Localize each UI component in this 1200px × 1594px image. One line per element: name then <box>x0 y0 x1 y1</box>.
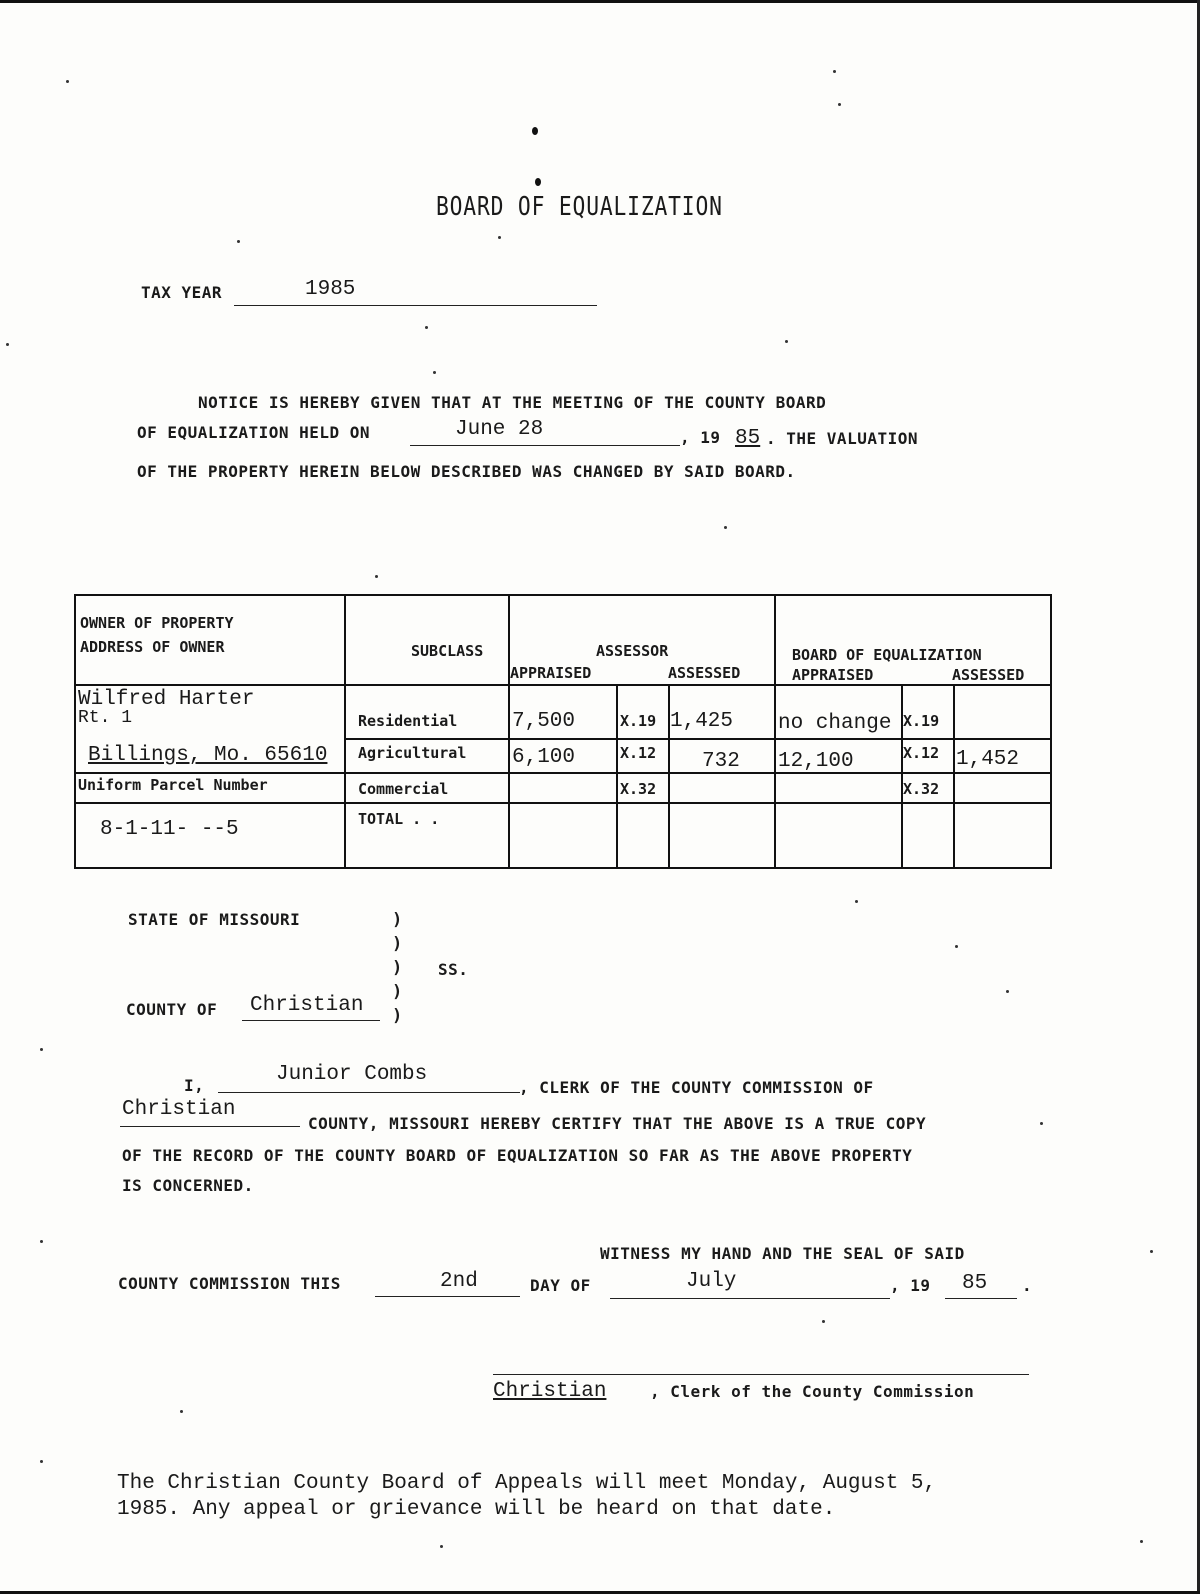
board-appraised-header: APPRAISED <box>792 666 874 684</box>
subclass-agricultural: Agricultural <box>358 744 467 762</box>
cert-county: Christian <box>122 1098 236 1121</box>
scan-speck <box>425 326 428 329</box>
commercial-rate: X.32 <box>620 780 657 798</box>
scan-speck <box>785 340 788 343</box>
col-divider <box>344 596 346 867</box>
row-divider <box>344 738 1050 740</box>
witness-line-1: WITNESS MY HAND AND THE SEAL OF SAID <box>600 1244 965 1263</box>
col-divider <box>508 596 510 867</box>
agricultural-board-assessed: 1,452 <box>956 748 1020 771</box>
scan-speck <box>838 103 841 106</box>
agricultural-board-appraised: 12,100 <box>778 750 854 773</box>
bracket: ) <box>392 1006 403 1026</box>
cert-line-2-suffix: COUNTY, MISSOURI HEREBY CERTIFY THAT THE ABOVE IS A TRUE COPY <box>308 1114 927 1133</box>
ss-label: SS. <box>438 960 469 979</box>
scan-speck <box>40 1240 43 1243</box>
scan-speck <box>40 1460 43 1463</box>
bracket: ) <box>392 958 403 978</box>
notice-line-1: NOTICE IS HEREBY GIVEN THAT AT THE MEETING OF THE COUNTY BOARD <box>198 393 827 412</box>
subclass-residential: Residential <box>358 712 458 730</box>
witness-year-suffix: 85 <box>962 1272 988 1295</box>
document-title: BOARD OF EQUALIZATION <box>436 192 723 222</box>
cert-line-4: IS CONCERNED. <box>122 1176 254 1195</box>
parcel-number: 8-1-11- --5 <box>100 818 239 841</box>
footer-note-line-2: 1985. Any appeal or grievance will be heard on that date. <box>117 1498 836 1521</box>
clerk-name: Junior Combs <box>276 1063 428 1086</box>
bracket: ) <box>392 982 403 1002</box>
row-divider <box>76 772 1050 774</box>
scan-speck <box>1140 1540 1143 1543</box>
month-underline <box>610 1298 890 1299</box>
scan-speck <box>433 371 436 374</box>
residential-rate: X.19 <box>620 712 657 730</box>
subclass-total: TOTAL . . <box>358 810 440 828</box>
witness-prefix: COUNTY COMMISSION THIS <box>118 1274 341 1293</box>
county-name: Christian <box>250 994 364 1017</box>
scan-speck <box>1150 1250 1153 1253</box>
subclass-commercial: Commercial <box>358 780 449 798</box>
scan-speck <box>1040 1122 1043 1125</box>
tax-year-underline <box>234 305 597 306</box>
col-divider <box>774 596 776 867</box>
residential-assessor-appraised: 7,500 <box>512 710 576 733</box>
scan-speck <box>440 1545 443 1548</box>
day-underline <box>375 1296 520 1297</box>
notice-line-2-prefix: OF EQUALIZATION HELD ON <box>137 423 371 442</box>
scan-speck <box>180 1410 183 1413</box>
scan-speck <box>498 236 501 239</box>
witness-month: July <box>686 1270 737 1293</box>
scan-speck <box>955 945 958 948</box>
scan-speck <box>822 1320 825 1323</box>
witness-day: 2nd <box>440 1270 478 1293</box>
scan-speck <box>724 526 727 529</box>
cert-county-underline <box>120 1126 300 1127</box>
assessor-assessed-header: ASSESSED <box>668 664 741 682</box>
assessor-header: ASSESSOR <box>596 642 669 660</box>
agricultural-rate: X.12 <box>620 744 657 762</box>
scan-speck <box>375 575 378 578</box>
footer-note-line-1: The Christian County Board of Appeals will meet Monday, August 5, <box>117 1472 937 1495</box>
bracket: ) <box>392 934 403 954</box>
witness-year-prefix: , 19 <box>890 1276 931 1295</box>
agricultural-board-rate: X.12 <box>903 744 940 762</box>
clerk-name-underline <box>218 1092 520 1093</box>
ink-blot <box>532 127 538 135</box>
meeting-date-underline <box>410 445 680 446</box>
signature-title: , Clerk of the County Commission <box>650 1382 975 1401</box>
scan-speck <box>6 343 9 346</box>
notice-line-2-suffix: . THE VALUATION <box>766 429 918 448</box>
witness-end: . <box>1022 1276 1033 1295</box>
notice-line-3: OF THE PROPERTY HEREIN BELOW DESCRIBED WAS CHANGED BY SAID BOARD. <box>137 462 796 481</box>
tax-year-label: TAX YEAR <box>141 283 223 302</box>
owner-header-2: ADDRESS OF OWNER <box>80 638 225 656</box>
scan-speck <box>237 240 240 243</box>
bracket: ) <box>392 910 403 930</box>
meeting-date: June 28 <box>455 418 544 441</box>
assessor-appraised-header: APPRAISED <box>510 664 592 682</box>
valuation-table <box>74 594 1052 869</box>
agricultural-assessor-assessed: 732 <box>702 750 740 773</box>
county-of-label: COUNTY OF <box>126 1000 218 1019</box>
agricultural-assessor-appraised: 6,100 <box>512 746 576 769</box>
owner-city: Billings, Mo. 65610 <box>88 744 328 767</box>
tax-year-value: 1985 <box>305 278 356 301</box>
residential-board-appraised: no change <box>778 712 892 735</box>
signature-name: Christian <box>493 1380 607 1403</box>
owner-route: Rt. 1 <box>78 708 133 728</box>
signature-line <box>493 1374 1029 1375</box>
cert-line-3: OF THE RECORD OF THE COUNTY BOARD OF EQUALIZATION SO FAR AS THE ABOVE PROPERTY <box>122 1146 913 1165</box>
notice-year-suffix: 85 <box>735 427 761 450</box>
col-divider <box>616 684 618 867</box>
row-divider <box>76 684 1050 686</box>
scan-speck <box>833 70 836 73</box>
residential-assessor-assessed: 1,425 <box>670 710 734 733</box>
owner-header-1: OWNER OF PROPERTY <box>80 614 234 632</box>
scan-speck <box>40 1048 43 1051</box>
subclass-header: SUBCLASS <box>411 642 484 660</box>
owner-name: Wilfred Harter <box>78 688 255 711</box>
parcel-label: Uniform Parcel Number <box>78 776 268 794</box>
notice-year-prefix: , 19 <box>680 428 721 447</box>
state-of-missouri: STATE OF MISSOURI <box>128 910 301 929</box>
col-divider <box>953 684 955 867</box>
scan-speck <box>855 900 858 903</box>
residential-board-rate: X.19 <box>903 712 940 730</box>
row-divider <box>76 802 1050 804</box>
ink-blot <box>535 178 541 186</box>
scan-speck <box>1006 990 1009 993</box>
page-edge-top <box>0 0 1200 3</box>
year-underline <box>945 1298 1017 1299</box>
cert-i-label: I, <box>184 1076 205 1095</box>
board-assessed-header: ASSESSED <box>952 666 1025 684</box>
county-underline <box>242 1020 380 1021</box>
board-header: BOARD OF EQUALIZATION <box>792 646 982 664</box>
cert-line-1-suffix: , CLERK OF THE COUNTY COMMISSION OF <box>519 1078 874 1097</box>
scan-speck <box>66 80 69 83</box>
day-of-label: DAY OF <box>530 1276 591 1295</box>
commercial-board-rate: X.32 <box>903 780 940 798</box>
